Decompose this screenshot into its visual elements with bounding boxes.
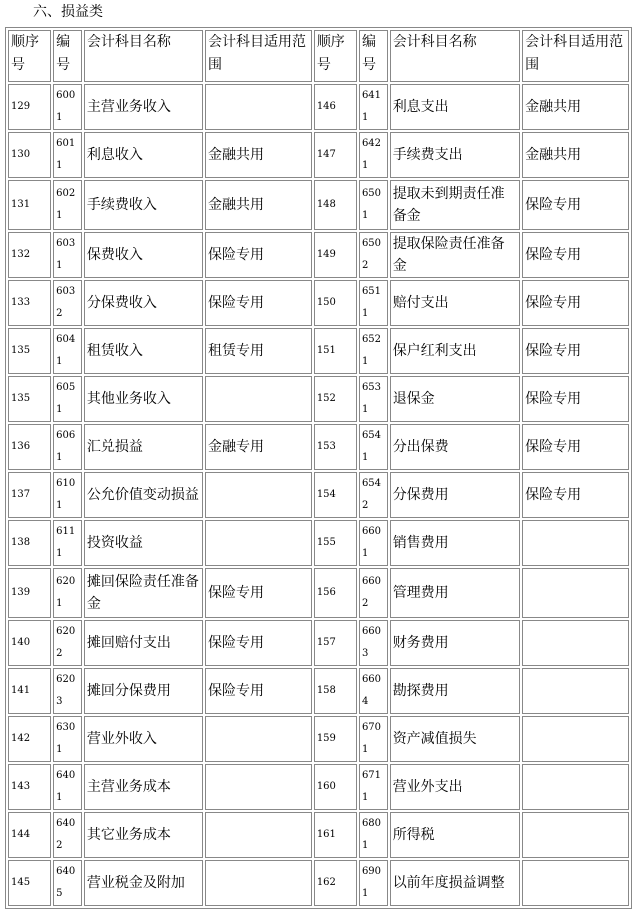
left-name-cell: 租赁收入 [84,328,203,374]
left-name-cell: 公允价值变动损益 [84,472,203,518]
table-row [8,232,629,278]
right-scope-cell [522,812,629,858]
left-code-cell: 6041 [53,328,82,374]
right-code-cell: 6501 [359,180,388,230]
right-name-cell: 营业外支出 [390,764,520,810]
left-code-cell: 6051 [53,376,82,422]
header-code: 编号 [359,30,388,82]
left-name-cell: 营业税金及附加 [84,860,203,906]
left-seq-cell: 141 [8,668,51,714]
left-name-cell: 摊回赔付支出 [84,620,203,666]
left-code-cell: 6301 [53,716,82,762]
left-name-cell: 保费收入 [84,232,203,278]
left-name-cell: 营业外收入 [84,716,203,762]
table-row [8,472,629,518]
right-scope-cell: 保险专用 [522,280,629,326]
header-name: 会计科目名称 [390,30,520,82]
right-seq-cell: 155 [314,520,357,566]
table-row [8,424,629,470]
right-seq-cell: 150 [314,280,357,326]
right-code-cell: 6901 [359,860,388,906]
right-seq-cell: 153 [314,424,357,470]
right-name-cell: 利息支出 [390,84,520,130]
section-heading: 六、损益类 [33,4,103,20]
left-scope-cell: 保险专用 [205,620,312,666]
right-seq-cell: 154 [314,472,357,518]
left-code-cell: 6202 [53,620,82,666]
left-code-cell: 6061 [53,424,82,470]
left-seq-cell: 130 [8,132,51,178]
table-row [8,376,629,422]
right-scope-cell [522,620,629,666]
right-name-cell: 退保金 [390,376,520,422]
header-code: 编号 [53,30,82,82]
table-row [8,812,629,858]
left-scope-cell [205,860,312,906]
right-code-cell: 6603 [359,620,388,666]
left-code-cell: 6111 [53,520,82,566]
left-code-cell: 6101 [53,472,82,518]
right-name-cell: 保户红利支出 [390,328,520,374]
left-seq-cell: 137 [8,472,51,518]
right-code-cell: 6511 [359,280,388,326]
left-code-cell: 6011 [53,132,82,178]
table-row [8,620,629,666]
right-scope-cell [522,764,629,810]
right-seq-cell: 159 [314,716,357,762]
left-scope-cell [205,812,312,858]
right-code-cell: 6541 [359,424,388,470]
left-code-cell: 6032 [53,280,82,326]
right-name-cell: 财务费用 [390,620,520,666]
left-seq-cell: 133 [8,280,51,326]
right-scope-cell: 金融共用 [522,84,629,130]
left-seq-cell: 132 [8,232,51,278]
right-name-cell: 提取未到期责任准备金 [390,180,520,230]
right-name-cell: 手续费支出 [390,132,520,178]
left-seq-cell: 131 [8,180,51,230]
right-scope-cell: 金融共用 [522,132,629,178]
left-scope-cell [205,84,312,130]
header-name: 会计科目名称 [84,30,203,82]
left-code-cell: 6021 [53,180,82,230]
left-scope-cell: 金融专用 [205,424,312,470]
left-seq-cell: 143 [8,764,51,810]
right-name-cell: 分出保费 [390,424,520,470]
left-seq-cell: 135 [8,328,51,374]
right-seq-cell: 148 [314,180,357,230]
left-scope-cell: 保险专用 [205,280,312,326]
left-code-cell: 6203 [53,668,82,714]
left-scope-cell [205,520,312,566]
left-seq-cell: 138 [8,520,51,566]
left-seq-cell: 136 [8,424,51,470]
header-seq: 顺序号 [8,30,51,82]
header-scope: 会计科目适用范围 [205,30,312,82]
left-scope-cell [205,716,312,762]
left-seq-cell: 139 [8,568,51,618]
table-row [8,668,629,714]
left-code-cell: 6401 [53,764,82,810]
right-code-cell: 6701 [359,716,388,762]
right-seq-cell: 162 [314,860,357,906]
right-seq-cell: 157 [314,620,357,666]
right-name-cell: 提取保险责任准备金 [390,232,520,278]
left-name-cell: 主营业务成本 [84,764,203,810]
left-name-cell: 汇兑损益 [84,424,203,470]
table-row [8,520,629,566]
right-code-cell: 6601 [359,520,388,566]
right-code-cell: 6411 [359,84,388,130]
left-code-cell: 6001 [53,84,82,130]
right-code-cell: 6801 [359,812,388,858]
table-row [8,568,629,618]
right-code-cell: 6604 [359,668,388,714]
left-name-cell: 手续费收入 [84,180,203,230]
right-seq-cell: 156 [314,568,357,618]
left-scope-cell: 保险专用 [205,568,312,618]
header-scope: 会计科目适用范围 [522,30,629,82]
right-code-cell: 6542 [359,472,388,518]
left-scope-cell [205,376,312,422]
table-row [8,328,629,374]
left-name-cell: 主营业务收入 [84,84,203,130]
left-name-cell: 摊回分保费用 [84,668,203,714]
left-name-cell: 摊回保险责任准备金 [84,568,203,618]
right-seq-cell: 149 [314,232,357,278]
left-seq-cell: 142 [8,716,51,762]
right-seq-cell: 161 [314,812,357,858]
right-seq-cell: 146 [314,84,357,130]
header-seq: 顺序号 [314,30,357,82]
right-seq-cell: 158 [314,668,357,714]
right-scope-cell: 保险专用 [522,376,629,422]
right-name-cell: 管理费用 [390,568,520,618]
right-seq-cell: 147 [314,132,357,178]
right-code-cell: 6421 [359,132,388,178]
right-code-cell: 6711 [359,764,388,810]
right-scope-cell: 保险专用 [522,424,629,470]
right-scope-cell [522,668,629,714]
table-row [8,764,629,810]
left-seq-cell: 129 [8,84,51,130]
right-name-cell: 所得税 [390,812,520,858]
right-scope-cell [522,568,629,618]
account-table [5,27,632,909]
left-code-cell: 6031 [53,232,82,278]
right-code-cell: 6531 [359,376,388,422]
right-scope-cell: 保险专用 [522,328,629,374]
left-scope-cell [205,764,312,810]
left-seq-cell: 145 [8,860,51,906]
right-seq-cell: 152 [314,376,357,422]
table-row [8,716,629,762]
left-scope-cell: 保险专用 [205,232,312,278]
right-code-cell: 6502 [359,232,388,278]
left-scope-cell: 金融共用 [205,180,312,230]
right-code-cell: 6602 [359,568,388,618]
left-name-cell: 投资收益 [84,520,203,566]
left-scope-cell: 金融共用 [205,132,312,178]
right-scope-cell: 保险专用 [522,232,629,278]
left-seq-cell: 135 [8,376,51,422]
right-name-cell: 分保费用 [390,472,520,518]
table-row [8,280,629,326]
right-name-cell: 赔付支出 [390,280,520,326]
right-seq-cell: 160 [314,764,357,810]
left-code-cell: 6405 [53,860,82,906]
left-name-cell: 其它业务成本 [84,812,203,858]
left-seq-cell: 144 [8,812,51,858]
left-scope-cell [205,472,312,518]
right-scope-cell: 保险专用 [522,472,629,518]
table-row [8,860,629,906]
right-name-cell: 销售费用 [390,520,520,566]
left-seq-cell: 140 [8,620,51,666]
right-scope-cell [522,520,629,566]
table-row [8,180,629,230]
left-name-cell: 利息收入 [84,132,203,178]
left-code-cell: 6402 [53,812,82,858]
right-name-cell: 资产减值损失 [390,716,520,762]
left-name-cell: 分保费收入 [84,280,203,326]
left-name-cell: 其他业务收入 [84,376,203,422]
right-name-cell: 勘探费用 [390,668,520,714]
right-scope-cell: 保险专用 [522,180,629,230]
left-scope-cell: 租赁专用 [205,328,312,374]
left-scope-cell: 保险专用 [205,668,312,714]
right-code-cell: 6521 [359,328,388,374]
right-scope-cell [522,860,629,906]
right-scope-cell [522,716,629,762]
right-seq-cell: 151 [314,328,357,374]
left-code-cell: 6201 [53,568,82,618]
table-row [8,84,629,130]
table-row [8,132,629,178]
right-name-cell: 以前年度损益调整 [390,860,520,906]
table-header-row [8,30,629,82]
